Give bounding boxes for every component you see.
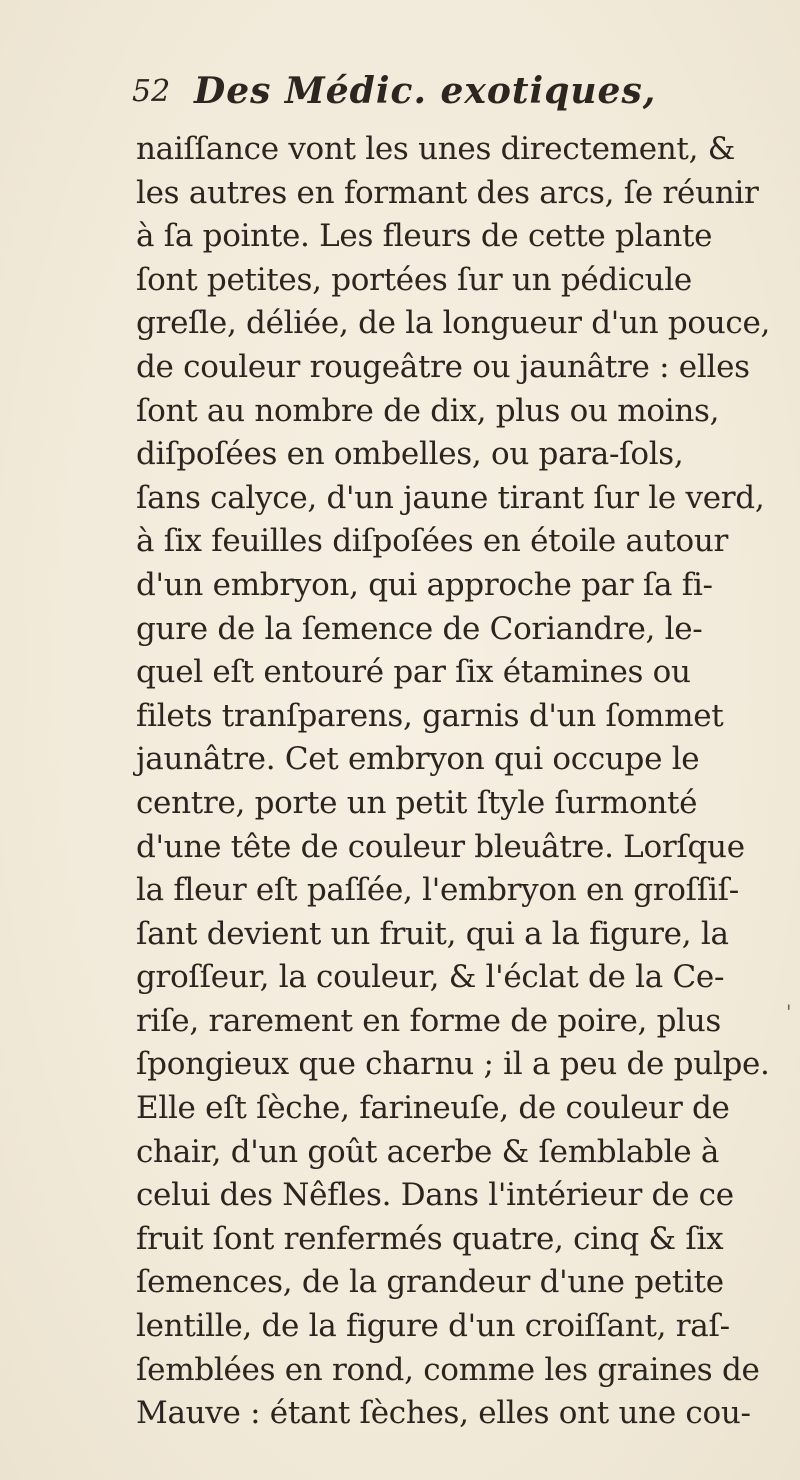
text-line: fruit ſont renfermés quatre, cinq & ſix — [136, 1220, 724, 1257]
text-line: centre, porte un petit ſtyle ſurmonté — [136, 784, 698, 821]
text-line: Elle eſt ſèche, farineuſe, de couleur de — [136, 1090, 730, 1127]
text-line: riſe, rarement en forme de poire, plus — [136, 1002, 722, 1039]
text-line: diſpoſées en ombelles, ou para-ſols, — [136, 436, 684, 473]
body-text — [136, 128, 776, 1436]
text-line: ſans calyce, d'un jaune tirant ſur le verd, — [136, 479, 765, 516]
text-line: Mauve : étant ſèches, elles ont une cou- — [136, 1395, 751, 1432]
text-line: à ſa pointe. Les fleurs de cette plante — [136, 218, 713, 255]
text-line: naiſſance vont les unes directement, & — [136, 131, 735, 167]
text-line: lentille, de la figure d'un croiſſant, raſ- — [136, 1308, 730, 1345]
text-line: quel eſt entouré par ſix étamines ou — [136, 654, 691, 691]
text-line: ſant devient un fruit, qui a la figure, la — [136, 915, 729, 952]
text-line: d'un embryon, qui approche par ſa fi- — [136, 566, 713, 603]
text-line: jaunâtre. Cet embryon qui occupe le — [136, 741, 700, 778]
text-line: ſont petites, portées ſur un pédicule — [136, 261, 692, 298]
text-line: chair, d'un goût acerbe & ſemblable à — [136, 1133, 720, 1170]
margin-mark: ' — [786, 1000, 792, 1024]
text-line: ſemences, de la grandeur d'une petite — [136, 1264, 724, 1301]
text-line: groſſeur, la couleur, & l'éclat de la Ce- — [136, 959, 725, 996]
text-line: filets tranſparens, garnis d'un ſommet — [136, 697, 724, 734]
text-line: à ſix feuilles diſpoſées en étoile autour — [136, 523, 729, 560]
text-line: ſemblées en rond, comme les graines de — [136, 1351, 760, 1388]
text-line: ſpongieux que charnu ; il a peu de pulpe. — [136, 1046, 770, 1083]
text-line: greſle, déliée, de la longueur d'un pouce, — [136, 305, 771, 342]
page-header — [132, 70, 732, 120]
text-line: d'une tête de couleur bleuâtre. Lorſque — [136, 828, 745, 865]
running-title: Des Médic. exotiques, — [194, 70, 657, 112]
page-number: 52 — [132, 74, 171, 109]
text-line: la fleur eſt paſſée, l'embryon en groſſiſ- — [136, 872, 739, 909]
text-line: celui des Nêfles. Dans l'intérieur de ce — [136, 1177, 734, 1214]
text-line: de couleur rougeâtre ou jaunâtre : elles — [136, 348, 750, 385]
text-line: gure de la ſemence de Coriandre, le- — [136, 610, 703, 647]
text-line: ſont au nombre de dix, plus ou moins, — [136, 392, 720, 429]
text-line: les autres en formant des arcs, ſe réunir — [136, 174, 759, 211]
